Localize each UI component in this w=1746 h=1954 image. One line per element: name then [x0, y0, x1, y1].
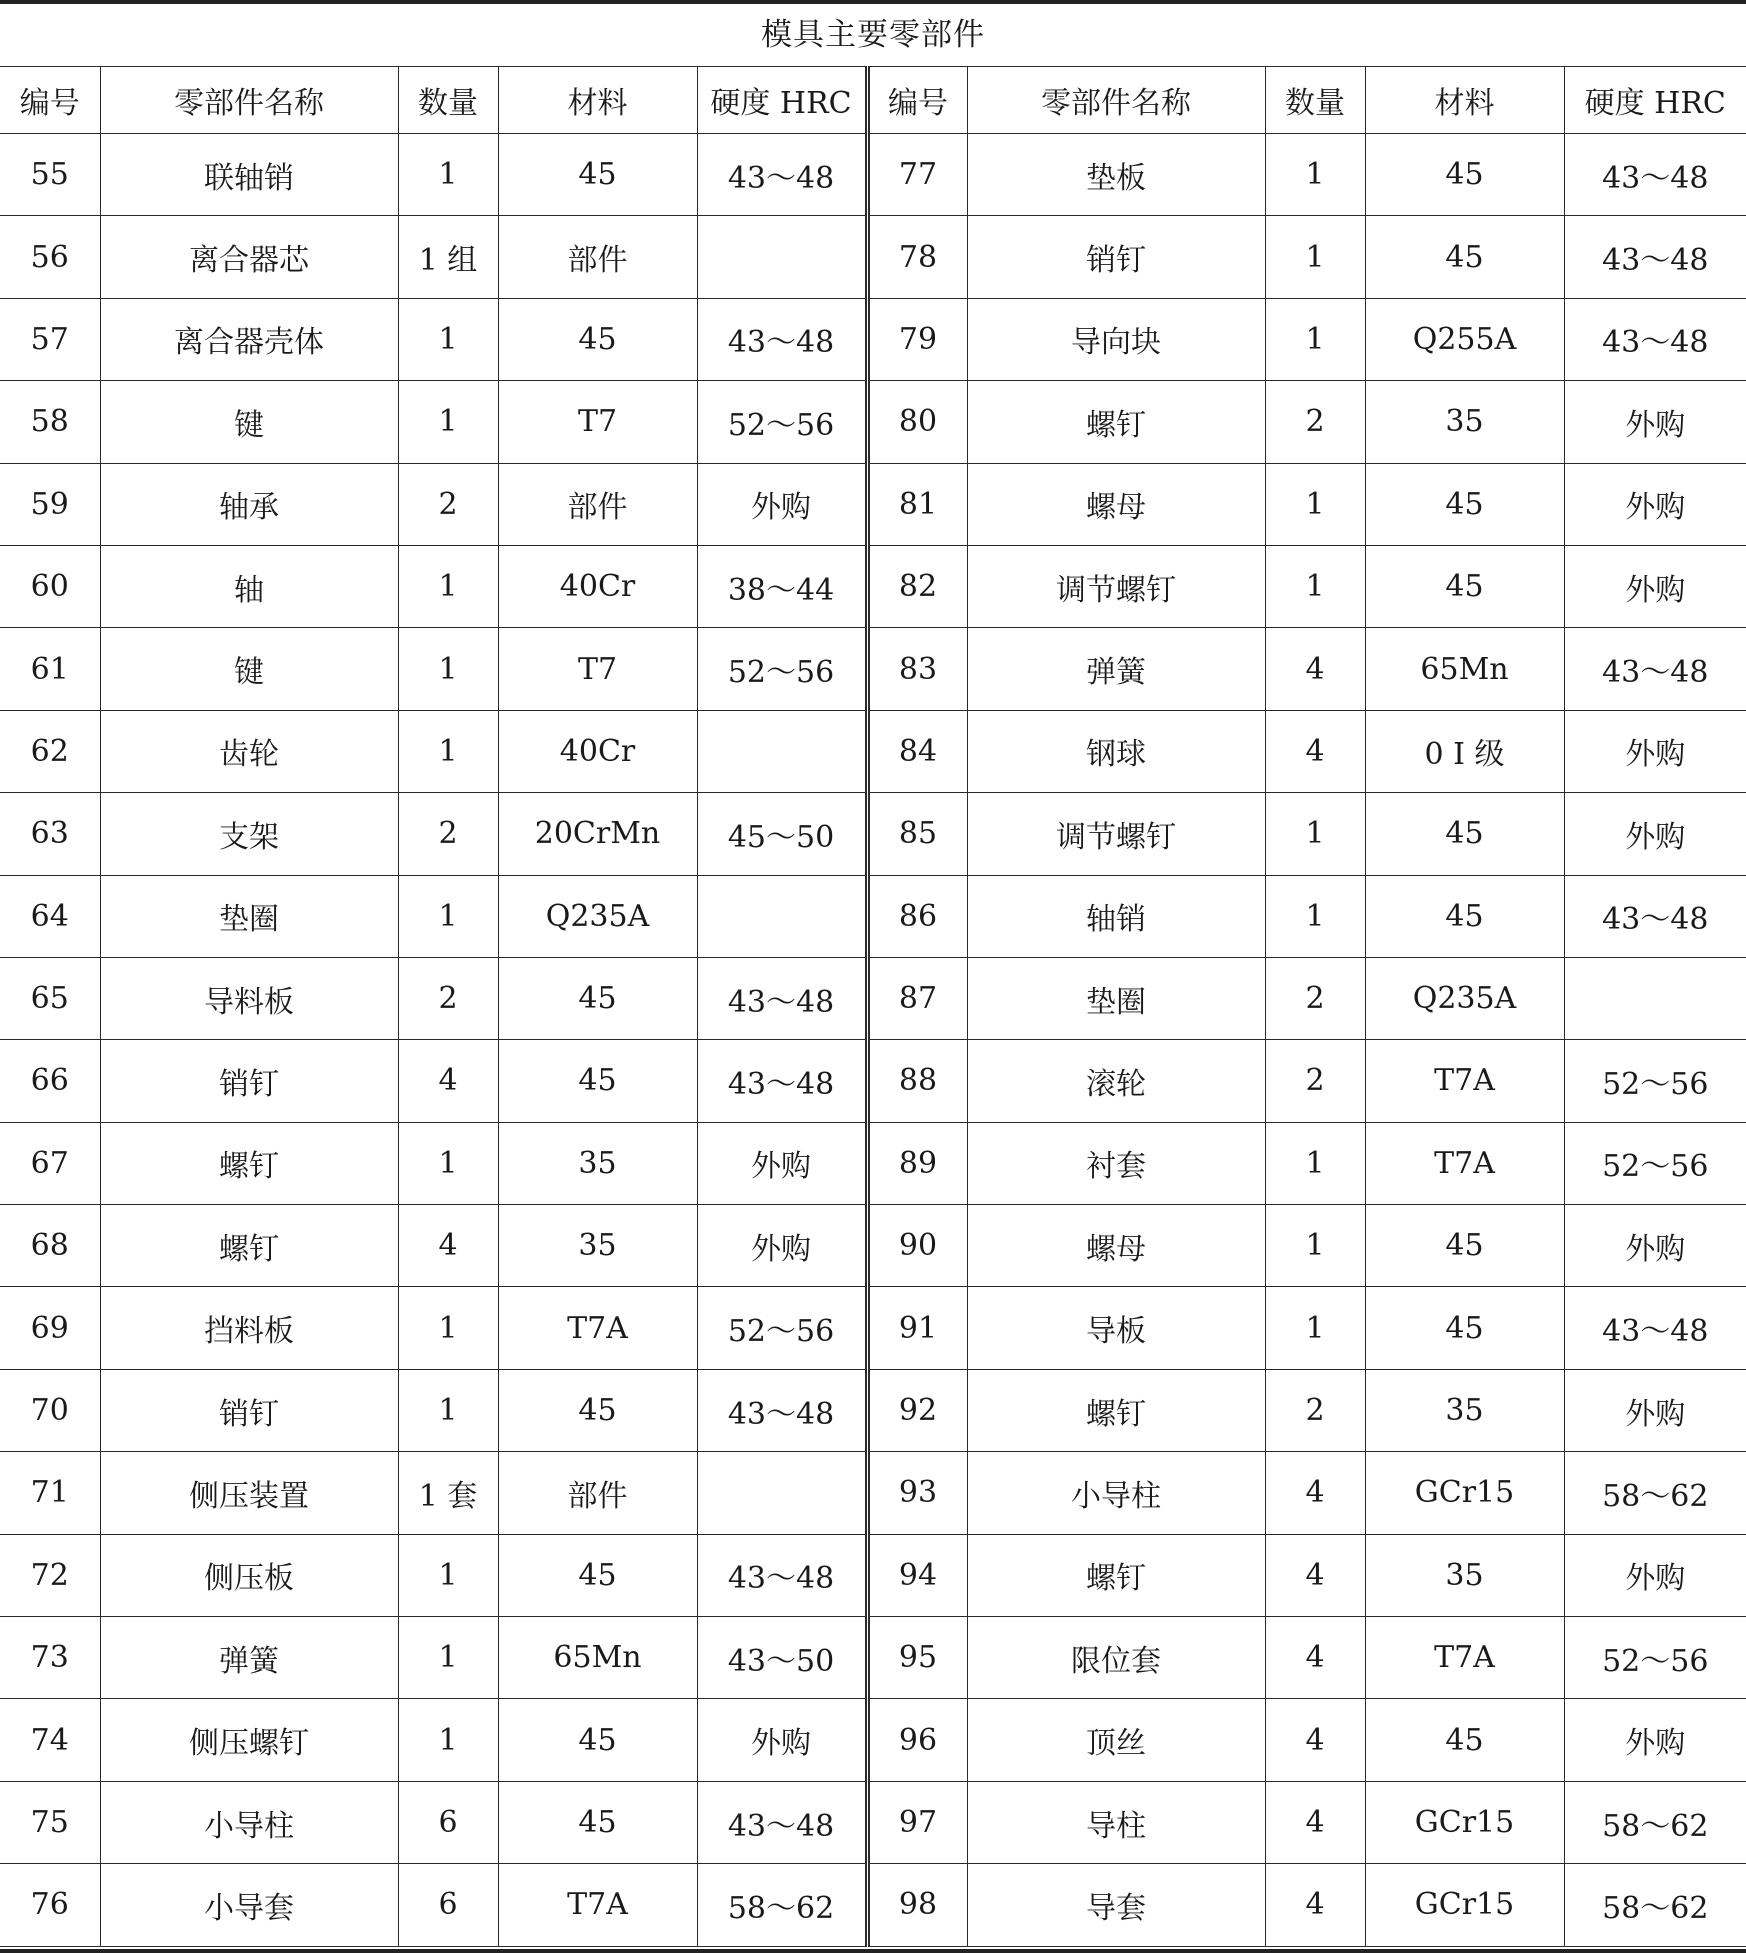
- material-cell: 45: [1365, 463, 1564, 545]
- part-number-cell: 77: [867, 134, 967, 216]
- part-number-cell: 62: [0, 710, 100, 792]
- hardness-cell: 43～48: [1564, 628, 1746, 710]
- material-cell: 45: [498, 1040, 697, 1122]
- quantity-cell: 1: [398, 710, 498, 792]
- table-row: [0, 1369, 1746, 1451]
- hardness-cell: 43～48: [697, 134, 867, 216]
- column-header-no: 编号: [0, 67, 100, 134]
- table-row: [0, 793, 1746, 875]
- hardness-cell: 外购: [1564, 381, 1746, 463]
- part-name-cell: 螺钉: [967, 1534, 1265, 1616]
- quantity-cell: 1: [398, 1287, 498, 1369]
- hardness-cell: 52～56: [1564, 1122, 1746, 1204]
- hardness-cell: [1564, 957, 1746, 1039]
- quantity-cell: 1 套: [398, 1452, 498, 1534]
- part-number-cell: 59: [0, 463, 100, 545]
- part-name-cell: 顶丝: [967, 1699, 1265, 1781]
- quantity-cell: 1: [398, 628, 498, 710]
- hardness-cell: 43～50: [697, 1617, 867, 1699]
- part-number-cell: 60: [0, 545, 100, 627]
- hardness-cell: 外购: [1564, 463, 1746, 545]
- table-row: [0, 545, 1746, 627]
- part-name-cell: 螺母: [967, 1205, 1265, 1287]
- part-name-cell: 离合器芯: [100, 216, 398, 298]
- column-header-hardness: 硬度 HRC: [1564, 67, 1746, 134]
- material-cell: 45: [498, 1781, 697, 1863]
- hardness-cell: 52～56: [697, 628, 867, 710]
- quantity-cell: 2: [398, 957, 498, 1039]
- quantity-cell: 1: [398, 1122, 498, 1204]
- material-cell: T7A: [498, 1287, 697, 1369]
- column-header-no: 编号: [867, 67, 967, 134]
- quantity-cell: 1: [1265, 134, 1365, 216]
- table-row: [0, 134, 1746, 216]
- part-number-cell: 94: [867, 1534, 967, 1616]
- quantity-cell: 1: [398, 134, 498, 216]
- part-number-cell: 87: [867, 957, 967, 1039]
- material-cell: 0 Ⅰ 级: [1365, 710, 1564, 792]
- part-number-cell: 86: [867, 875, 967, 957]
- material-cell: 部件: [498, 463, 697, 545]
- quantity-cell: 4: [1265, 1864, 1365, 1946]
- table-row: [0, 875, 1746, 957]
- part-number-cell: 68: [0, 1205, 100, 1287]
- material-cell: 45: [498, 1534, 697, 1616]
- table-row: [0, 710, 1746, 792]
- material-cell: 45: [1365, 1205, 1564, 1287]
- material-cell: 35: [1365, 1369, 1564, 1451]
- hardness-cell: 52～56: [1564, 1040, 1746, 1122]
- part-name-cell: 小导柱: [967, 1452, 1265, 1534]
- hardness-cell: 45～50: [697, 793, 867, 875]
- part-number-cell: 71: [0, 1452, 100, 1534]
- material-cell: Q235A: [1365, 957, 1564, 1039]
- table-row: [0, 1699, 1746, 1781]
- hardness-cell: 43～48: [697, 1040, 867, 1122]
- hardness-cell: 43～48: [1564, 216, 1746, 298]
- part-name-cell: 小导套: [100, 1864, 398, 1946]
- column-header-name: 零部件名称: [967, 67, 1265, 134]
- quantity-cell: 1: [1265, 875, 1365, 957]
- part-name-cell: 钢球: [967, 710, 1265, 792]
- column-header-hardness: 硬度 HRC: [697, 67, 867, 134]
- part-name-cell: 轴销: [967, 875, 1265, 957]
- hardness-cell: 58～62: [1564, 1781, 1746, 1863]
- quantity-cell: 1: [1265, 216, 1365, 298]
- quantity-cell: 6: [398, 1781, 498, 1863]
- material-cell: 45: [1365, 793, 1564, 875]
- material-cell: Q235A: [498, 875, 697, 957]
- part-number-cell: 70: [0, 1369, 100, 1451]
- quantity-cell: 1: [398, 1534, 498, 1616]
- hardness-cell: 43～48: [697, 957, 867, 1039]
- part-name-cell: 调节螺钉: [967, 793, 1265, 875]
- material-cell: 45: [498, 134, 697, 216]
- material-cell: 40Cr: [498, 545, 697, 627]
- column-header-material: 材料: [1365, 67, 1564, 134]
- quantity-cell: 4: [1265, 710, 1365, 792]
- hardness-cell: 外购: [697, 1205, 867, 1287]
- table-row: [0, 298, 1746, 380]
- quantity-cell: 1: [1265, 1122, 1365, 1204]
- quantity-cell: 2: [398, 463, 498, 545]
- column-header-name: 零部件名称: [100, 67, 398, 134]
- table-row: [0, 216, 1746, 298]
- table-row: [0, 628, 1746, 710]
- hardness-cell: 外购: [1564, 1205, 1746, 1287]
- hardness-cell: 43～48: [697, 1781, 867, 1863]
- column-header-qty: 数量: [1265, 67, 1365, 134]
- part-number-cell: 82: [867, 545, 967, 627]
- part-number-cell: 56: [0, 216, 100, 298]
- material-cell: 部件: [498, 1452, 697, 1534]
- hardness-cell: 外购: [697, 463, 867, 545]
- hardness-cell: [697, 216, 867, 298]
- part-name-cell: 小导柱: [100, 1781, 398, 1863]
- table-row: [0, 957, 1746, 1039]
- material-cell: T7A: [498, 1864, 697, 1946]
- material-cell: T7A: [1365, 1122, 1564, 1204]
- part-name-cell: 联轴销: [100, 134, 398, 216]
- quantity-cell: 1: [1265, 545, 1365, 627]
- part-number-cell: 81: [867, 463, 967, 545]
- quantity-cell: 1: [398, 381, 498, 463]
- part-number-cell: 74: [0, 1699, 100, 1781]
- part-name-cell: 侧压装置: [100, 1452, 398, 1534]
- material-cell: 45: [1365, 1287, 1564, 1369]
- material-cell: 65Mn: [1365, 628, 1564, 710]
- material-cell: 65Mn: [498, 1617, 697, 1699]
- part-number-cell: 67: [0, 1122, 100, 1204]
- table-row: [0, 1205, 1746, 1287]
- quantity-cell: 1: [1265, 463, 1365, 545]
- material-cell: 45: [1365, 216, 1564, 298]
- table-row: [0, 1534, 1746, 1616]
- quantity-cell: 1 组: [398, 216, 498, 298]
- quantity-cell: 4: [398, 1205, 498, 1287]
- material-cell: 45: [1365, 545, 1564, 627]
- hardness-cell: 52～56: [697, 1287, 867, 1369]
- part-number-cell: 80: [867, 381, 967, 463]
- table-row: [0, 1864, 1746, 1946]
- part-number-cell: 84: [867, 710, 967, 792]
- part-number-cell: 95: [867, 1617, 967, 1699]
- part-number-cell: 79: [867, 298, 967, 380]
- part-number-cell: 78: [867, 216, 967, 298]
- quantity-cell: 2: [1265, 1040, 1365, 1122]
- material-cell: GCr15: [1365, 1864, 1564, 1946]
- hardness-cell: 外购: [1564, 710, 1746, 792]
- quantity-cell: 2: [1265, 957, 1365, 1039]
- hardness-cell: 外购: [1564, 1534, 1746, 1616]
- part-name-cell: 螺钉: [100, 1122, 398, 1204]
- quantity-cell: 2: [1265, 381, 1365, 463]
- part-name-cell: 侧压螺钉: [100, 1699, 398, 1781]
- hardness-cell: 38～44: [697, 545, 867, 627]
- part-name-cell: 挡料板: [100, 1287, 398, 1369]
- part-number-cell: 90: [867, 1205, 967, 1287]
- hardness-cell: [697, 710, 867, 792]
- part-name-cell: 导料板: [100, 957, 398, 1039]
- table-row: [0, 1781, 1746, 1863]
- hardness-cell: 外购: [1564, 1699, 1746, 1781]
- part-number-cell: 58: [0, 381, 100, 463]
- parts-table: [0, 66, 1746, 1947]
- material-cell: 45: [498, 298, 697, 380]
- part-number-cell: 73: [0, 1617, 100, 1699]
- table-title: 模具主要零部件: [761, 17, 985, 53]
- part-name-cell: 导柱: [967, 1781, 1265, 1863]
- part-name-cell: 弹簧: [100, 1617, 398, 1699]
- part-name-cell: 侧压板: [100, 1534, 398, 1616]
- part-number-cell: 89: [867, 1122, 967, 1204]
- part-name-cell: 滚轮: [967, 1040, 1265, 1122]
- quantity-cell: 4: [398, 1040, 498, 1122]
- quantity-cell: 2: [1265, 1369, 1365, 1451]
- material-cell: 35: [498, 1205, 697, 1287]
- material-cell: 20CrMn: [498, 793, 697, 875]
- material-cell: 部件: [498, 216, 697, 298]
- part-name-cell: 螺钉: [100, 1205, 398, 1287]
- table-row: [0, 463, 1746, 545]
- hardness-cell: 外购: [1564, 793, 1746, 875]
- part-name-cell: 销钉: [967, 216, 1265, 298]
- material-cell: T7: [498, 381, 697, 463]
- hardness-cell: 43～48: [1564, 1287, 1746, 1369]
- part-number-cell: 69: [0, 1287, 100, 1369]
- material-cell: 35: [1365, 1534, 1564, 1616]
- part-name-cell: 螺母: [967, 463, 1265, 545]
- material-cell: 35: [498, 1122, 697, 1204]
- material-cell: GCr15: [1365, 1452, 1564, 1534]
- part-name-cell: 垫圈: [100, 875, 398, 957]
- part-name-cell: 支架: [100, 793, 398, 875]
- part-name-cell: 销钉: [100, 1040, 398, 1122]
- quantity-cell: 1: [1265, 793, 1365, 875]
- part-name-cell: 键: [100, 381, 398, 463]
- quantity-cell: 4: [1265, 1617, 1365, 1699]
- part-name-cell: 轴: [100, 545, 398, 627]
- quantity-cell: 4: [1265, 1534, 1365, 1616]
- column-header-material: 材料: [498, 67, 697, 134]
- hardness-cell: 52～56: [1564, 1617, 1746, 1699]
- hardness-cell: 58～62: [1564, 1452, 1746, 1534]
- bottom-rule: [0, 1949, 1746, 1953]
- hardness-cell: 43～48: [697, 298, 867, 380]
- hardness-cell: 43～48: [697, 1369, 867, 1451]
- quantity-cell: 4: [1265, 1781, 1365, 1863]
- hardness-cell: 外购: [1564, 545, 1746, 627]
- material-cell: GCr15: [1365, 1781, 1564, 1863]
- quantity-cell: 1: [1265, 298, 1365, 380]
- part-name-cell: 轴承: [100, 463, 398, 545]
- part-name-cell: 垫圈: [967, 957, 1265, 1039]
- hardness-cell: [697, 875, 867, 957]
- part-number-cell: 92: [867, 1369, 967, 1451]
- hardness-cell: 43～48: [697, 1534, 867, 1616]
- quantity-cell: 1: [398, 298, 498, 380]
- part-number-cell: 76: [0, 1864, 100, 1946]
- part-name-cell: 齿轮: [100, 710, 398, 792]
- part-number-cell: 64: [0, 875, 100, 957]
- quantity-cell: 1: [398, 1617, 498, 1699]
- part-number-cell: 55: [0, 134, 100, 216]
- part-name-cell: 衬套: [967, 1122, 1265, 1204]
- material-cell: T7A: [1365, 1617, 1564, 1699]
- hardness-cell: 52～56: [697, 381, 867, 463]
- column-header-qty: 数量: [398, 67, 498, 134]
- quantity-cell: 1: [1265, 1205, 1365, 1287]
- hardness-cell: [697, 1452, 867, 1534]
- part-number-cell: 61: [0, 628, 100, 710]
- part-number-cell: 96: [867, 1699, 967, 1781]
- quantity-cell: 2: [398, 793, 498, 875]
- hardness-cell: 外购: [1564, 1369, 1746, 1451]
- part-name-cell: 导向块: [967, 298, 1265, 380]
- material-cell: 45: [498, 1369, 697, 1451]
- part-name-cell: 垫板: [967, 134, 1265, 216]
- part-number-cell: 65: [0, 957, 100, 1039]
- material-cell: 45: [498, 1699, 697, 1781]
- part-name-cell: 销钉: [100, 1369, 398, 1451]
- part-number-cell: 63: [0, 793, 100, 875]
- part-name-cell: 限位套: [967, 1617, 1265, 1699]
- part-name-cell: 离合器壳体: [100, 298, 398, 380]
- header-row: [0, 67, 1746, 134]
- quantity-cell: 1: [398, 1699, 498, 1781]
- part-number-cell: 75: [0, 1781, 100, 1863]
- part-number-cell: 98: [867, 1864, 967, 1946]
- part-number-cell: 57: [0, 298, 100, 380]
- part-name-cell: 调节螺钉: [967, 545, 1265, 627]
- table-row: [0, 1040, 1746, 1122]
- part-number-cell: 93: [867, 1452, 967, 1534]
- part-name-cell: 螺钉: [967, 381, 1265, 463]
- material-cell: 35: [1365, 381, 1564, 463]
- quantity-cell: 1: [398, 545, 498, 627]
- table-row: [0, 1452, 1746, 1534]
- table-row: [0, 1287, 1746, 1369]
- table-body: [0, 134, 1746, 1947]
- quantity-cell: 4: [1265, 1699, 1365, 1781]
- material-cell: Q255A: [1365, 298, 1564, 380]
- quantity-cell: 1: [398, 875, 498, 957]
- hardness-cell: 43～48: [1564, 134, 1746, 216]
- part-name-cell: 弹簧: [967, 628, 1265, 710]
- quantity-cell: 4: [1265, 1452, 1365, 1534]
- part-number-cell: 97: [867, 1781, 967, 1863]
- part-name-cell: 导板: [967, 1287, 1265, 1369]
- part-name-cell: 导套: [967, 1864, 1265, 1946]
- part-number-cell: 83: [867, 628, 967, 710]
- part-number-cell: 91: [867, 1287, 967, 1369]
- material-cell: 45: [498, 957, 697, 1039]
- part-number-cell: 72: [0, 1534, 100, 1616]
- hardness-cell: 58～62: [1564, 1864, 1746, 1946]
- quantity-cell: 1: [398, 1369, 498, 1451]
- material-cell: 45: [1365, 1699, 1564, 1781]
- material-cell: T7: [498, 628, 697, 710]
- material-cell: 45: [1365, 134, 1564, 216]
- part-number-cell: 88: [867, 1040, 967, 1122]
- table-row: [0, 381, 1746, 463]
- quantity-cell: 4: [1265, 628, 1365, 710]
- hardness-cell: 43～48: [1564, 875, 1746, 957]
- quantity-cell: 6: [398, 1864, 498, 1946]
- part-number-cell: 85: [867, 793, 967, 875]
- part-name-cell: 键: [100, 628, 398, 710]
- material-cell: 45: [1365, 875, 1564, 957]
- hardness-cell: 58～62: [697, 1864, 867, 1946]
- material-cell: T7A: [1365, 1040, 1564, 1122]
- hardness-cell: 外购: [697, 1122, 867, 1204]
- hardness-cell: 外购: [697, 1699, 867, 1781]
- table-row: [0, 1122, 1746, 1204]
- part-number-cell: 66: [0, 1040, 100, 1122]
- table-row: [0, 1617, 1746, 1699]
- quantity-cell: 1: [1265, 1287, 1365, 1369]
- material-cell: 40Cr: [498, 710, 697, 792]
- part-name-cell: 螺钉: [967, 1369, 1265, 1451]
- hardness-cell: 43～48: [1564, 298, 1746, 380]
